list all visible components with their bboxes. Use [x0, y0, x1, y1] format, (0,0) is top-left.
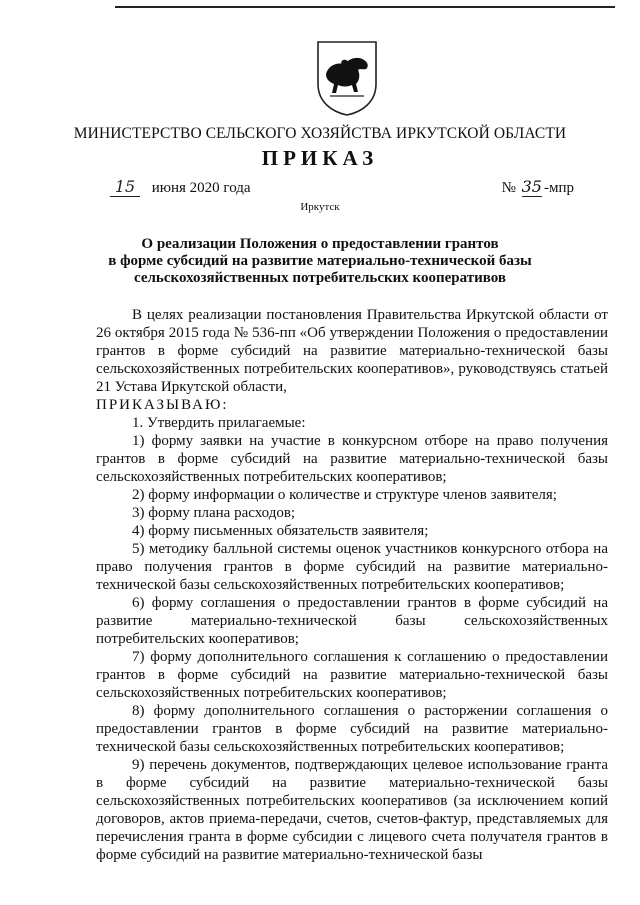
list-item: 3) форму плана расходов;	[132, 505, 296, 521]
order-day: 15	[110, 177, 140, 197]
preamble-paragraph: В целях реализации постановления Правительства Иркутской области от 26 октября 2015 года № 536-пп «Об утверждении Положения о предоставлении грантов в форме субсидий на развитие материально-технической базы сельскохозяйственных потребительских кооперативов», руководствуясь статьей 21 Устава Иркутской области,	[96, 307, 608, 395]
irkutsk-coat-of-arms-icon	[316, 40, 378, 116]
order-month-year: июня 2020 года	[151, 180, 251, 196]
subject-line-1: О реализации Положения о предоставлении грантов	[141, 236, 499, 252]
list-item: 1) форму заявки на участие в конкурсном отборе на право получения грантов в форме субсидий на развитие материально-технической базы сельскохозяйственных потребительских кооперативов;	[96, 433, 608, 485]
list-item: 6) форму соглашения о предоставлении грантов в форме субсидий на развитие материально-технической базы сельскохозяйственных потребительских кооперативов;	[96, 595, 608, 647]
order-date	[110, 177, 251, 197]
top-border-line	[115, 6, 615, 8]
list-item: 9) перечень документов, подтверждающих целевое использование гранта в форме субсидий на развитие материально-технической базы сельскохозяйственных потребительских кооперативов (за исключением копий договоров, актов приема-передачи, счетов, счетов-фактур, представляемых для перечисления гранта в форме субсидии с лицевого счета получателя грантов в форме субсидий на развитие материально-технической базы	[96, 757, 608, 863]
city-name: Иркутск	[300, 201, 340, 213]
list-item: 5) методику балльной системы оценок участников конкурсного отбора на право получения грантов в форме субсидий на развитие материально-технической базы сельскохозяйственных потребительских кооперативов;	[96, 541, 608, 593]
order-subject	[100, 236, 540, 287]
order-number-suffix: -мпр	[543, 180, 574, 196]
subject-line-3: сельскохозяйственных потребительских кооперативов	[134, 270, 506, 286]
order-number-value: 35	[521, 177, 542, 196]
list-item: 2) форму информации о количестве и структуре членов заявителя;	[132, 487, 557, 503]
document-type-title: ПРИКАЗ	[261, 146, 379, 170]
list-item: 4) форму письменных обязательств заявителя;	[132, 523, 429, 539]
list-item: 7) форму дополнительного соглашения к соглашению о предоставлении грантов в форме субсидий на развитие материально-технической базы сельскохозяйственных потребительских кооперативов;	[96, 649, 608, 701]
ministry-name: МИНИСТЕРСТВО СЕЛЬСКОГО ХОЗЯЙСТВА ИРКУТСКОЙ ОБЛАСТИ	[73, 125, 567, 142]
list-item: 8) форму дополнительного соглашения о расторжении соглашения о предоставлении грантов в форме субсидий на развитие материально-технической базы сельскохозяйственных потребительских кооперативов;	[96, 703, 608, 755]
order-number	[502, 177, 574, 197]
order-number-prefix: №	[501, 180, 516, 196]
subject-line-2: в форме субсидий на развитие материально-технической базы	[108, 253, 532, 269]
point-1-paragraph: 1. Утвердить прилагаемые:	[132, 415, 306, 431]
order-word: ПРИКАЗЫВАЮ:	[96, 397, 229, 413]
order-body	[96, 306, 608, 864]
